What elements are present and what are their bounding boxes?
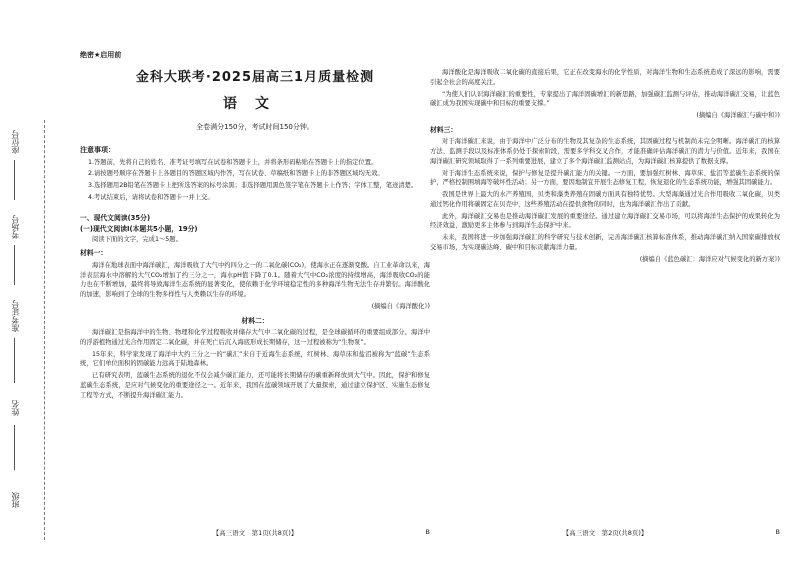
binding-seat-label: 座位号 bbox=[11, 130, 20, 154]
subsection-heading: (一)现代文阅读Ⅰ(本题共5小题，19分) bbox=[80, 225, 198, 234]
section-heading: 一、现代文阅读(35分) bbox=[80, 213, 151, 222]
material-1-paragraph: 海洋在地球表面中海洋碳汇，海洋吸收了大气中约四分之一的二氧化碳(CO₂)，使海水正在逐渐变酸。自工业革命以来，海洋表层海水中溶解的大气CO₂增加了约三分之一，海水pH值下降了0.1。随着大气中CO₂浓度的持续增高，海洋吸收CO₂的能力也在不断增加，最终将导致海洋生态系统的显著变化，使依赖于化学环境稳定性的多种海洋生物无法生存并繁衍。海洋酸化的加速，影响到了全球的生物多样性与人类赖以生存的环境。 bbox=[80, 261, 430, 299]
material-3-paragraph: 我国是世界上最大的水产养殖国，贝类和藻类养殖在固碳方面具有独特优势。大型海藻通过光合作用吸收二氧化碳，贝类通过钙化作用将碳固定在贝壳中，这些养殖活动在提供食物的同时，也为海洋碳汇作出了贡献。 bbox=[430, 191, 780, 208]
binding-strip bbox=[4, 120, 60, 540]
notes-heading: 注意事项： bbox=[80, 145, 115, 154]
exam-title: 金科大联考·2025届高三1月质量检测 bbox=[135, 70, 375, 85]
material-3-paragraph: 未来，我国将进一步加强海洋碳汇的科学研究与技术创新，完善海洋碳汇核算标准体系，推动海洋碳汇纳入国家碳排放权交易市场，为实现碳达峰、碳中和目标贡献海洋力量。 bbox=[430, 234, 780, 251]
right-column bbox=[430, 68, 780, 268]
binding-class-label: 班级 bbox=[11, 492, 20, 508]
binding-room-label: 考场号 bbox=[11, 215, 20, 239]
binding-id-line bbox=[14, 338, 15, 383]
right-paragraph: 海洋酸化是海洋吸收二氧化碳的直接后果，它正在改变海水的化学性质，对海洋生物和生态系统造成了深远的影响，需要引起全社会的高度关注。 bbox=[430, 69, 780, 86]
note-item: 2.请按题号顺序在答题卡上各题目的答题区域内作答，写在试卷、草稿纸和答题卡上的非答题区域均无效。 bbox=[88, 170, 384, 178]
binding-dash-line bbox=[44, 120, 45, 540]
material-3-heading: 材料三： bbox=[430, 125, 458, 134]
right-paragraph: “为使人们认识海洋碳汇的重要性，专家提出了海洋固碳增汇的新思路，加强碳汇监测与评估，推动海洋碳汇交易，让蓝色碳汇成为我国实现碳中和目标的重要支撑。” bbox=[430, 90, 780, 108]
binding-name-label: 姓名 bbox=[11, 400, 20, 416]
material-2-heading: 材料二： bbox=[241, 316, 269, 325]
note-item: 3.选择题用2B铅笔在答题卡上把所选答案的标号涂黑；非选择题用黑色签字笔在答题卡上作答；字体工整，笔迹清楚。 bbox=[88, 182, 418, 190]
page-footer-left bbox=[80, 528, 430, 537]
material-1-source: (摘编自《海洋酸化》) bbox=[371, 302, 430, 310]
binding-id-label: 准考证号 bbox=[11, 300, 20, 332]
material-2-paragraph: 15年来，科学家发现了海洋中大约三分之一的“碳汇”来自于近海生态系统，红树林、海草床和盐沼被称为“蓝碳”生态系统，它们单位面积的固碳能力远高于陆地森林。 bbox=[80, 350, 430, 368]
note-item: 4.考试结束后，请将试卷和答题卡一并上交。 bbox=[88, 193, 214, 201]
material-3-paragraph: 对于海洋碳汇来说，由于海洋中广泛分布的生物及其复杂的生态系统，其固碳过程与机制尚未完全明晰。海洋碳汇的核算方法、监测手段以及标准体系仍处于探索阶段，需要多学科交叉合作，才能准确评估海洋碳汇的潜力与价值。近年来，我国在海洋碳汇研究领域取得了一系列重要进展，建立了多个海洋碳汇监测站点，为海洋碳汇核算提供了数据支撑。 bbox=[430, 138, 780, 165]
page-footer-right bbox=[430, 528, 780, 537]
secret-mark: 绝密★启用前 bbox=[80, 51, 122, 59]
footer-version-mark: B bbox=[775, 528, 780, 536]
note-item: 1.答题前，先将自己的姓名、准考证号填写在试卷和答题卡上，并将条形码粘贴在答题卡上的指定位置。 bbox=[88, 158, 378, 166]
right-source: (摘编自《海洋碳汇与碳中和》) bbox=[696, 112, 780, 119]
exam-subject: 语文 bbox=[223, 96, 287, 113]
instruction: 阅读下面的文字，完成1～5题。 bbox=[92, 235, 182, 243]
material-2-paragraph: 海洋碳汇是指海洋中的生物、物理和化学过程吸收并储存大气中二氧化碳的过程，是全球碳循环的重要组成部分。海洋中的浮游植物通过光合作用固定二氧化碳，并在死亡后沉入海底形成长期储存，这一过程被称为“生物泵”。 bbox=[80, 329, 430, 346]
footer-page-label: 【高三语文 第1页(共8页)】 bbox=[212, 529, 298, 537]
material-3-paragraph: 对于海洋生态系统来说，保护与修复是提升碳汇能力的关键。一方面，要加强红树林、海草床、盐沼等蓝碳生态系统的保护，严格控制围填海等破坏性活动；另一方面，要因地制宜开展生态修复工程，恢复退化的生态系统功能，增强其固碳能力。 bbox=[430, 169, 780, 187]
material-3-paragraph: 此外，海洋碳汇交易也是推动海洋碳汇发展的重要途径。通过建立海洋碳汇交易市场，可以将海洋生态保护的成果转化为经济效益，激励更多主体参与到海洋生态保护中来。 bbox=[430, 212, 780, 230]
material-2-paragraph: 已有研究表明，蓝碳生态系统的退化不仅会减少碳汇能力，还可能将长期储存的碳重新释放到大气中。因此，保护和修复蓝碳生态系统，是应对气候变化的重要途径之一。近年来，我国在蓝碳领域开展了大量探索，通过建立保护区、实施生态修复工程等方式，不断提升海洋碳汇能力。 bbox=[80, 372, 430, 399]
material-3-source: (摘编自《蓝色碳汇：海洋应对气候变化的新方案》) bbox=[639, 255, 780, 263]
left-column bbox=[80, 60, 430, 402]
footer-version-mark: B bbox=[425, 528, 430, 536]
binding-room-line bbox=[14, 245, 15, 285]
material-1-heading: 材料一： bbox=[80, 249, 108, 258]
binding-name-line bbox=[14, 425, 15, 470]
binding-seat-line bbox=[14, 160, 15, 200]
footer-page-label: 【高三语文 第2页(共8页)】 bbox=[562, 529, 648, 537]
exam-meta: 全卷满分150分，考试时间150分钟。 bbox=[196, 122, 314, 131]
